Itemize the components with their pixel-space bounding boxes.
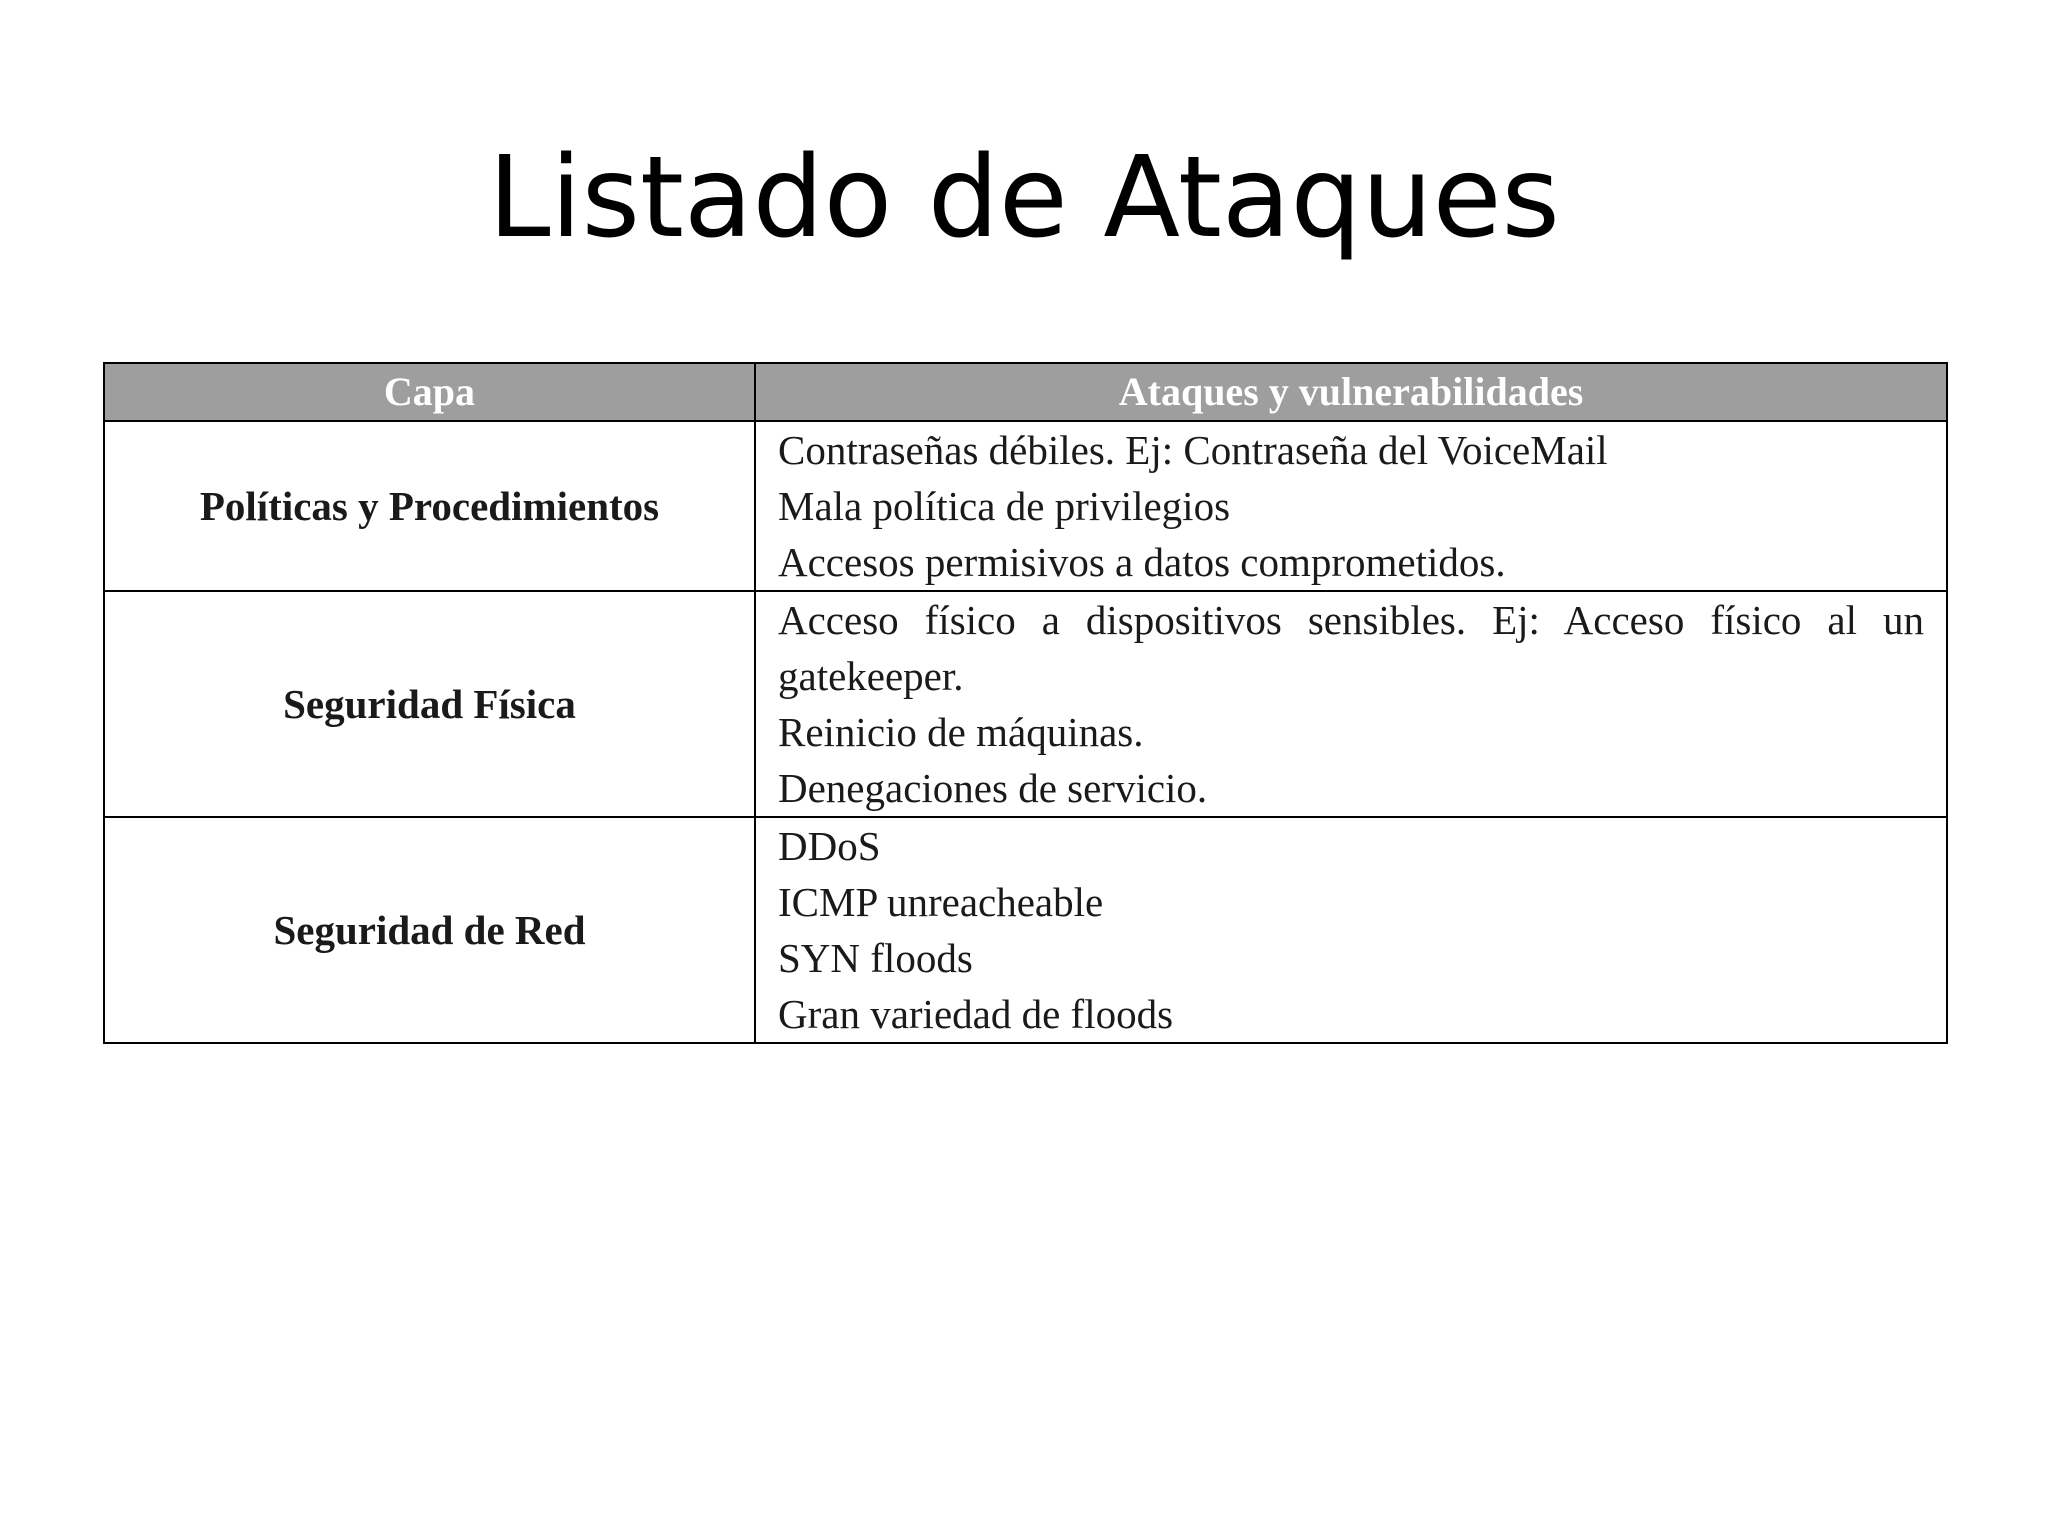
items-cell <box>755 421 1947 591</box>
table-row <box>104 591 1947 817</box>
layer-cell: Seguridad de Red <box>104 817 755 1043</box>
list-item: Contraseñas débiles. Ej: Contraseña del VoiceMail <box>778 427 1608 473</box>
header-ataques: Ataques y vulnerabilidades <box>755 363 1947 421</box>
list-item: Denegaciones de servicio. <box>778 765 1208 811</box>
list-item: Accesos permisivos a datos comprometidos. <box>778 539 1506 585</box>
table-header-row <box>104 363 1947 421</box>
header-capa: Capa <box>104 363 755 421</box>
table-row <box>104 817 1947 1043</box>
items-cell <box>755 591 1947 817</box>
list-item: Gran variedad de floods <box>778 991 1174 1037</box>
slide-title: Listado de Ataques <box>488 133 1560 263</box>
list-item: Mala política de privilegios <box>778 483 1231 529</box>
list-item: DDoS <box>778 823 881 869</box>
list-item: Acceso físico a dispositivos sensibles. Ej: Acceso físico al un gatekeeper. <box>778 597 1924 699</box>
table-row <box>104 421 1947 591</box>
list-item: Reinicio de máquinas. <box>778 709 1144 755</box>
attacks-table <box>103 362 1948 1044</box>
items-cell <box>755 817 1947 1043</box>
list-item: ICMP unreacheable <box>778 879 1104 925</box>
layer-cell: Políticas y Procedimientos <box>104 421 755 591</box>
list-item: SYN floods <box>778 935 973 981</box>
layer-cell: Seguridad Física <box>104 591 755 817</box>
